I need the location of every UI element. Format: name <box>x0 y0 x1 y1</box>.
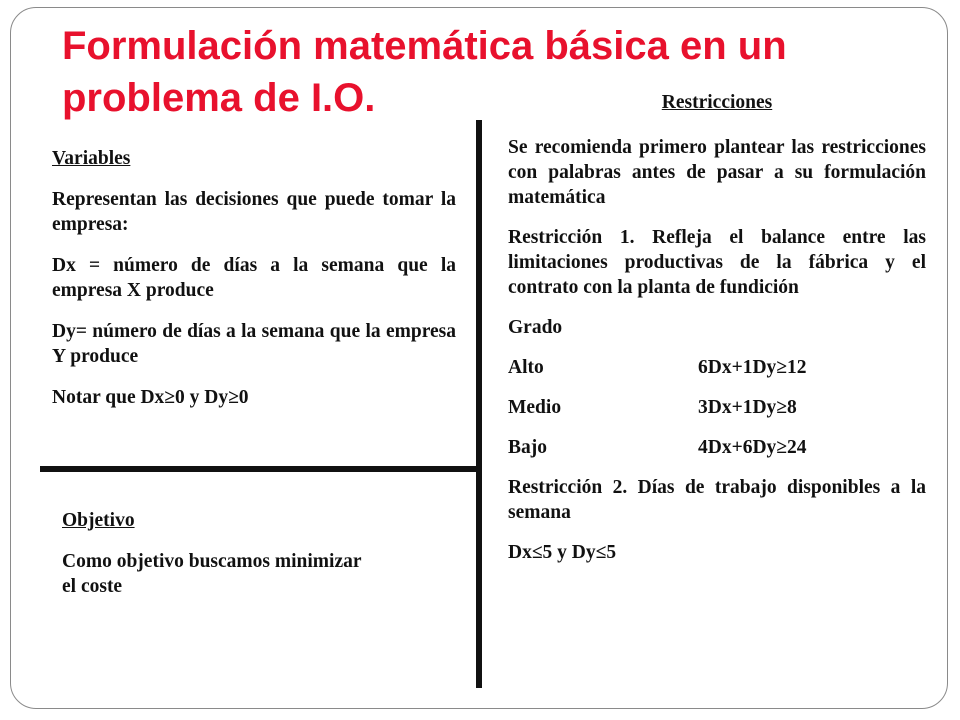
grade-formula: 4Dx+6Dy≥24 <box>698 437 807 458</box>
grade-row-bajo <box>508 435 926 460</box>
slide-title: Formulación matemática básica en un problema de I.O. <box>62 24 787 120</box>
objective-heading: Objetivo <box>62 510 135 531</box>
restrictions-section <box>508 90 926 565</box>
objective-description: Como objetivo buscamos minimizar el coste <box>62 551 362 597</box>
restriction-2-formula: Dx≤5 y Dy≤5 <box>508 542 617 563</box>
restrictions-intro: Se recomienda primero plantear las restricciones con palabras antes de pasar a su formulación matemática <box>508 137 926 208</box>
grade-label: Grado <box>508 317 563 338</box>
variables-description: Representan las decisiones que puede tomar la empresa: <box>52 189 456 235</box>
variables-nonnegativity-note: Notar que Dx≥0 y Dy≥0 <box>52 387 249 408</box>
grade-formula: 6Dx+1Dy≥12 <box>698 357 807 378</box>
variable-dy-definition: Dy= número de días a la semana que la empresa Y produce <box>52 321 456 367</box>
grade-row-medio <box>508 395 926 420</box>
objective-section <box>62 508 362 599</box>
restriction-2-description: Restricción 2. Días de trabajo disponibles a la semana <box>508 477 926 523</box>
variables-heading: Variables <box>52 148 131 169</box>
restriction-1-description: Restricción 1. Refleja el balance entre las limitaciones productivas de la fábrica y el contrato con la planta de fundición <box>508 227 926 298</box>
grade-name: Alto <box>508 357 544 378</box>
variable-dx-definition: Dx = número de días a la semana que la empresa X produce <box>52 255 456 301</box>
restrictions-heading: Restricciones <box>661 92 773 113</box>
horizontal-divider <box>40 466 480 472</box>
vertical-divider <box>476 120 482 688</box>
grade-name: Medio <box>508 397 562 418</box>
variables-section <box>52 146 456 410</box>
grade-formula: 3Dx+1Dy≥8 <box>698 397 797 418</box>
grade-row-alto <box>508 355 926 380</box>
grade-name: Bajo <box>508 437 547 458</box>
